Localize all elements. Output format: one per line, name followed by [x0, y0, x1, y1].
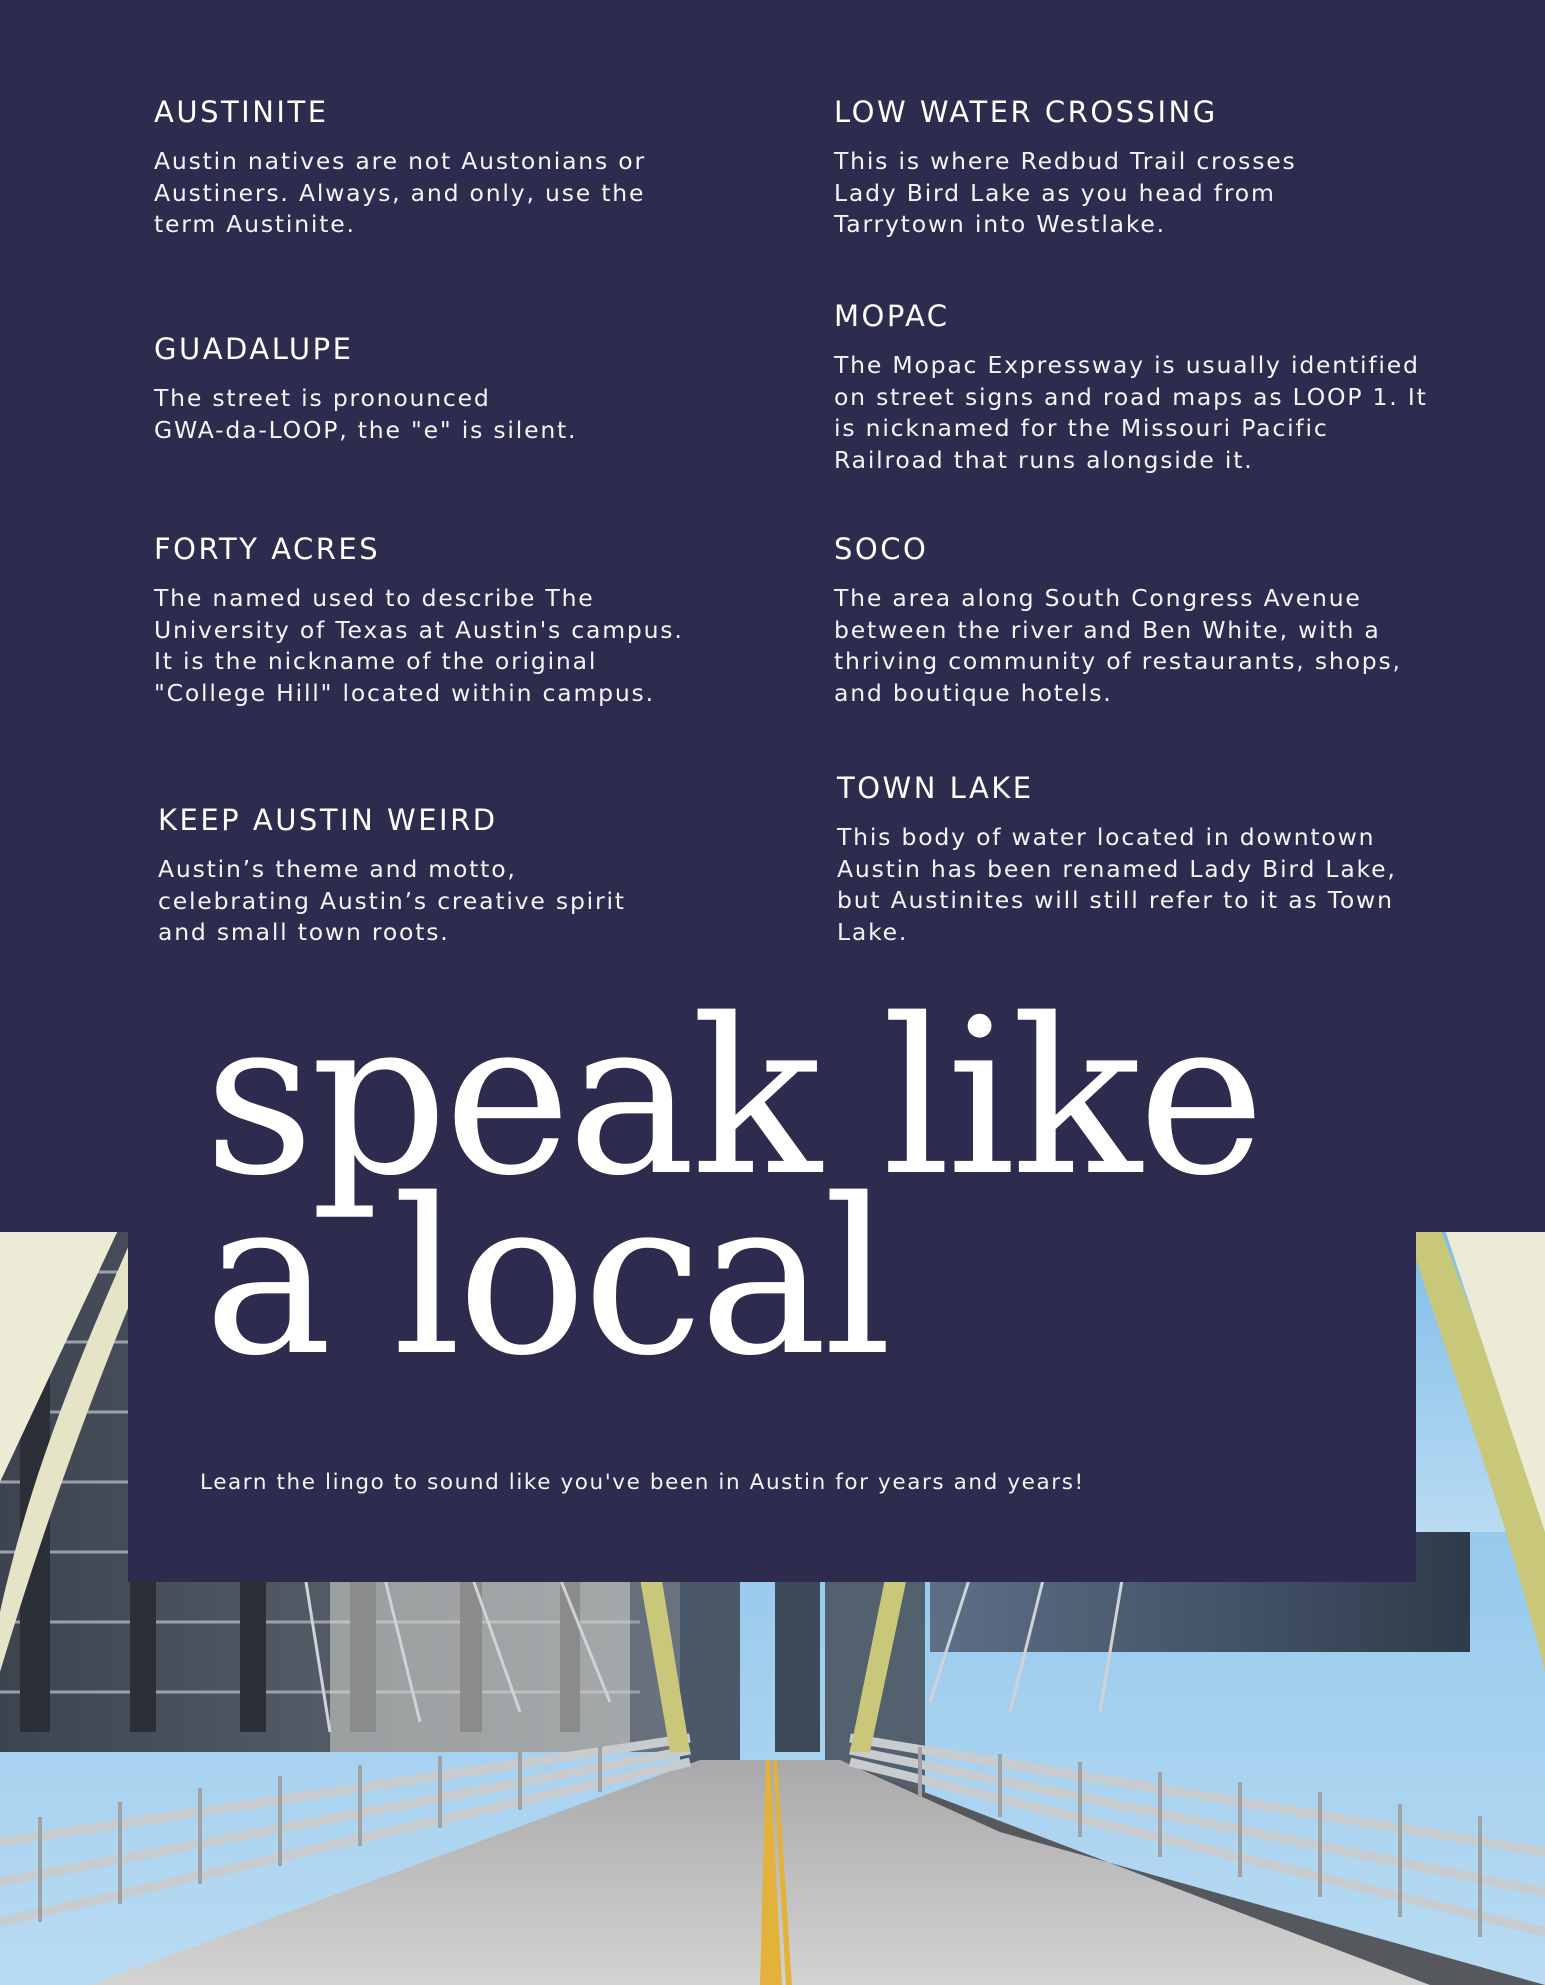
term-description: The named used to describe The University of Texas at Austin's campus. It is the nickname of the original "College Hill" located within campus.: [154, 584, 684, 707]
term-description: This is where Redbud Trail crosses Lady Bird Lake as you head from Tarrytown into Westlake.: [834, 147, 1297, 238]
term-guadalupe: [154, 331, 674, 446]
headline: speak like a local: [204, 972, 1262, 1403]
subtitle: Learn the lingo to sound like you've been in Austin for years and years!: [200, 1470, 1085, 1495]
term-keep-austin-weird: [158, 802, 678, 949]
term-description: The Mopac Expressway is usually identified on street signs and road maps as LOOP 1. It is nicknamed for the Missouri Pacific Railroad that runs alongside it.: [834, 351, 1428, 474]
term-forty-acres: [154, 531, 714, 709]
term-title: SOCO: [834, 532, 929, 566]
term-soco: [834, 531, 1454, 709]
term-description: The street is pronounced GWA-da-LOOP, the "e" is silent.: [154, 384, 578, 444]
term-title: GUADALUPE: [154, 332, 354, 366]
term-description: This body of water located in downtown Austin has been renamed Lady Bird Lake, but Austinites will still refer to it as Town Lake.: [837, 823, 1397, 946]
term-austinite: [154, 94, 674, 241]
term-town-lake: [837, 770, 1457, 948]
term-title: FORTY ACRES: [154, 532, 381, 566]
term-low-water-crossing: [834, 94, 1394, 241]
term-title: MOPAC: [834, 299, 950, 333]
term-description: Austin natives are not Austonians or Austiners. Always, and only, use the term Austinite.: [154, 147, 646, 238]
term-title: KEEP AUSTIN WEIRD: [158, 803, 498, 837]
term-title: AUSTINITE: [154, 95, 329, 129]
term-description: Austin’s theme and motto, celebrating Austin’s creative spirit and small town roots.: [158, 855, 626, 946]
term-description: The area along South Congress Avenue between the river and Ben White, with a thriving community of restaurants, shops, and boutique hotels.: [834, 584, 1402, 707]
term-mopac: [834, 298, 1454, 476]
term-title: TOWN LAKE: [837, 771, 1034, 805]
term-title: LOW WATER CROSSING: [834, 95, 1218, 129]
